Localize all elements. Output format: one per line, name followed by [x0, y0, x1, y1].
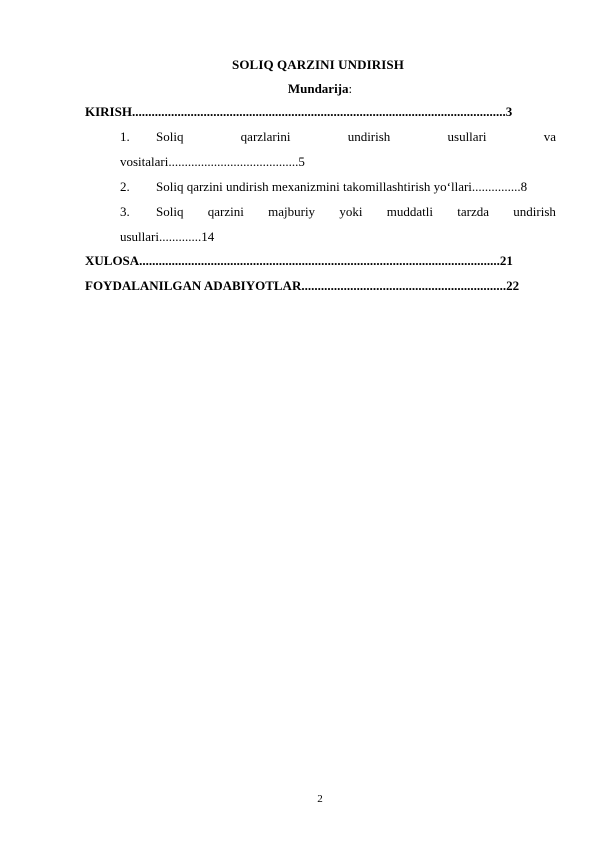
toc-entry-2 — [120, 179, 556, 195]
toc-entry-1-word: undirish — [347, 129, 391, 144]
toc-entry-2-text: Soliq qarzini undirish mexanizmini takomillashtirish yo‘llari...............8 — [156, 179, 528, 194]
toc-entry-3-number: 3. — [120, 204, 130, 219]
toc-entry-3-word: majburiy — [268, 204, 316, 219]
toc-entry-2-number: 2. — [120, 179, 130, 194]
toc-entry-1-line2: vositalari........................................5 — [120, 154, 305, 169]
contents-heading-label: Mundarija — [287, 81, 349, 96]
toc-entry-1-word: va — [543, 129, 556, 144]
toc-entry-3-number-and-word — [120, 204, 183, 220]
toc-entry-3-word: undirish — [513, 204, 556, 219]
toc-entry-1-number-and-word — [120, 129, 183, 145]
document-title: SOLIQ QARZINI UNDIRISH — [232, 57, 404, 72]
toc-entry-conclusion: XULOSA...............................................................................................................21 — [85, 253, 513, 268]
toc-entry-3-line1 — [120, 204, 556, 220]
toc-entry-3-word: Soliq — [156, 204, 184, 219]
toc-entry-1-line1 — [120, 129, 556, 145]
toc-entry-3-word: tarzda — [457, 204, 490, 219]
toc-entry-intro: KIRISH...................................................................................................................3 — [85, 104, 513, 119]
toc-entry-3-word: qarzini — [207, 204, 244, 219]
contents-heading-colon: : — [348, 81, 353, 96]
contents-heading — [0, 81, 596, 97]
toc-entry-1-word: Soliq — [156, 129, 184, 144]
toc-entry-3-line2: usullari.............14 — [120, 229, 215, 244]
toc-entry-3-word: yoki — [339, 204, 363, 219]
toc-entry-1-word: usullari — [447, 129, 487, 144]
toc-entry-references: FOYDALANILGAN ADABIYOTLAR...............................................................22 — [85, 278, 520, 293]
page-number: 2 — [317, 793, 323, 805]
toc-entry-3-word: muddatli — [386, 204, 433, 219]
toc-entry-1-word: qarzlarini — [240, 129, 291, 144]
toc-entry-1-number: 1. — [120, 129, 130, 144]
